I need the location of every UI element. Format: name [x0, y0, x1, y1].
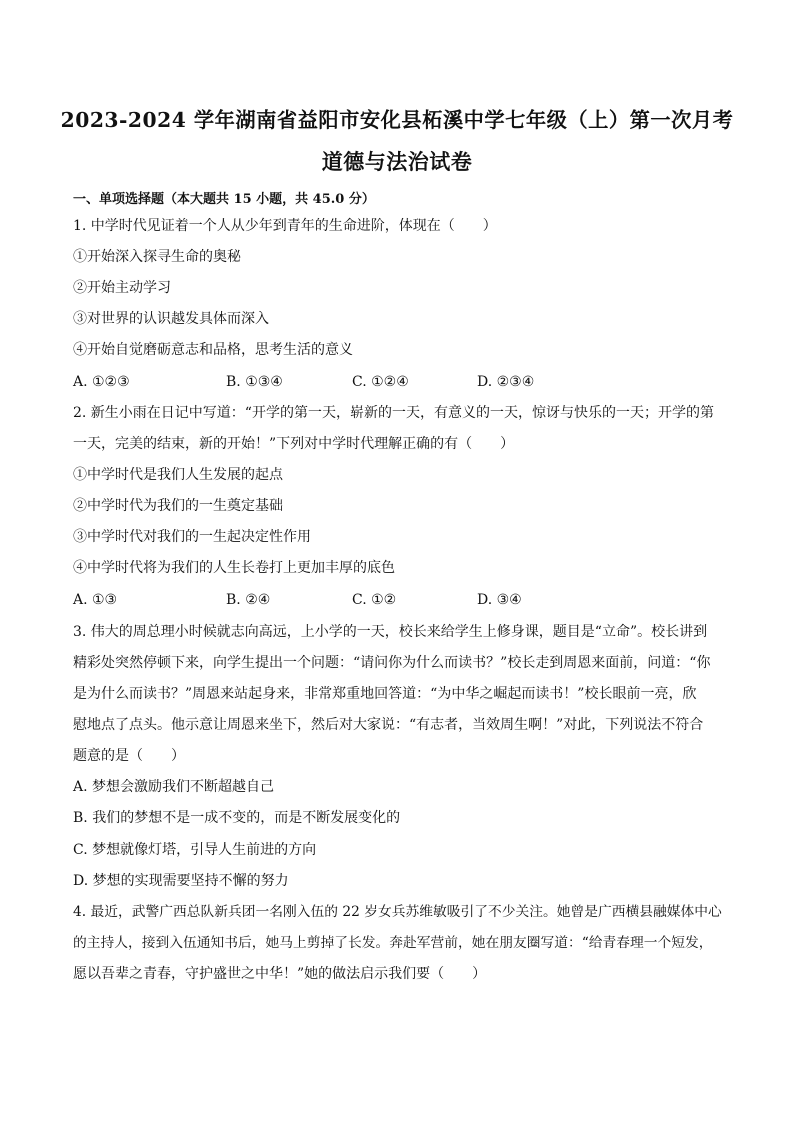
q2-item-1: ①中学时代是我们人生发展的起点 — [73, 467, 283, 483]
q3-stem-line-4: 慰地点了点头。他示意让周恩来坐下，然后对大家说：“有志者，当效周生啊！”对此，下列说法不符合 — [73, 717, 704, 733]
q3-stem-line-3: 是为什么而读书？”周恩来站起身来，非常郑重地回答道：“为中华之崛起而读书！”校长眼前一亮，欣 — [73, 686, 697, 702]
q1-option-b: B. ①③④ — [226, 374, 283, 390]
q2-item-2: ②中学时代为我们的一生奠定基础 — [73, 498, 283, 514]
q4-stem-line-1: 4. 最近，武警广西总队新兵团一名刚入伍的 22 岁女兵苏维敏吸引了不少关注。她曾是广西横县融媒体中心 — [73, 904, 722, 920]
q2-option-b: B. ②④ — [226, 592, 271, 608]
q3-option-d: D. 梦想的实现需要坚持不懈的努力 — [73, 873, 289, 889]
q4-stem-line-2: 的主持人，接到入伍通知书后，她马上剪掉了长发。奔赴军营前，她在朋友圈写道：“给青春理一个短发， — [73, 935, 713, 951]
q1-item-1: ①开始深入探寻生命的奥秘 — [73, 249, 241, 265]
q1-item-4: ④开始自觉磨砺意志和品格，思考生活的意义 — [73, 342, 353, 358]
q2-option-c: C. ①② — [352, 592, 397, 608]
q2-item-4: ④中学时代将为我们的人生长卷打上更加丰厚的底色 — [73, 560, 395, 576]
q1-option-a: A. ①②③ — [73, 374, 130, 390]
q3-option-b: B. 我们的梦想不是一成不变的，而是不断发展变化的 — [73, 810, 401, 826]
q3-stem-line-2: 精彩处突然停顿下来，向学生提出一个问题：“请问你为什么而读书？”校长走到周恩来面前，问道：“你 — [73, 655, 711, 671]
q2-stem-line-1: 2. 新生小雨在日记中写道：“开学的第一天，崭新的一天，有意义的一天，惊讶与快乐的一天；开学的第 — [73, 405, 714, 421]
q3-option-a: A. 梦想会激励我们不断超越自己 — [73, 779, 275, 795]
q3-stem-line-1: 3. 伟大的周总理小时候就志向高远，上小学的一天，校长来给学生上修身课，题目是“立命”。校长讲到 — [73, 624, 708, 640]
q2-item-3: ③中学时代对我们的一生起决定性作用 — [73, 529, 311, 545]
exam-title-line-2: 道德与法治试卷 — [321, 149, 473, 174]
q1-option-c: C. ①②④ — [352, 374, 409, 390]
q1-option-d: D. ②③④ — [477, 374, 535, 390]
q2-option-a: A. ①③ — [73, 592, 118, 608]
section-heading: 一、单项选择题（本大题共 15 小题，共 45.0 分） — [73, 192, 375, 207]
q3-option-c: C. 梦想就像灯塔，引导人生前进的方向 — [73, 842, 317, 858]
q4-stem-line-3: 愿以吾辈之青春，守护盛世之中华！”她的做法启示我们要（ ） — [73, 966, 487, 982]
q1-stem: 1. 中学时代见证着一个人从少年到青年的生命进阶，体现在（ ） — [73, 218, 497, 234]
q1-item-3: ③对世界的认识越发具体而深入 — [73, 311, 269, 327]
q3-stem-line-5: 题意的是（ ） — [73, 748, 185, 764]
q2-option-d: D. ③④ — [477, 592, 522, 608]
q2-stem-line-2: 一天，完美的结束，新的开始！”下列对中学时代理解正确的有（ ） — [73, 436, 515, 452]
exam-title-line-1: 2023-2024 学年湖南省益阳市安化县柘溪中学七年级（上）第一次月考 — [60, 108, 734, 132]
q1-item-2: ②开始主动学习 — [73, 280, 171, 296]
